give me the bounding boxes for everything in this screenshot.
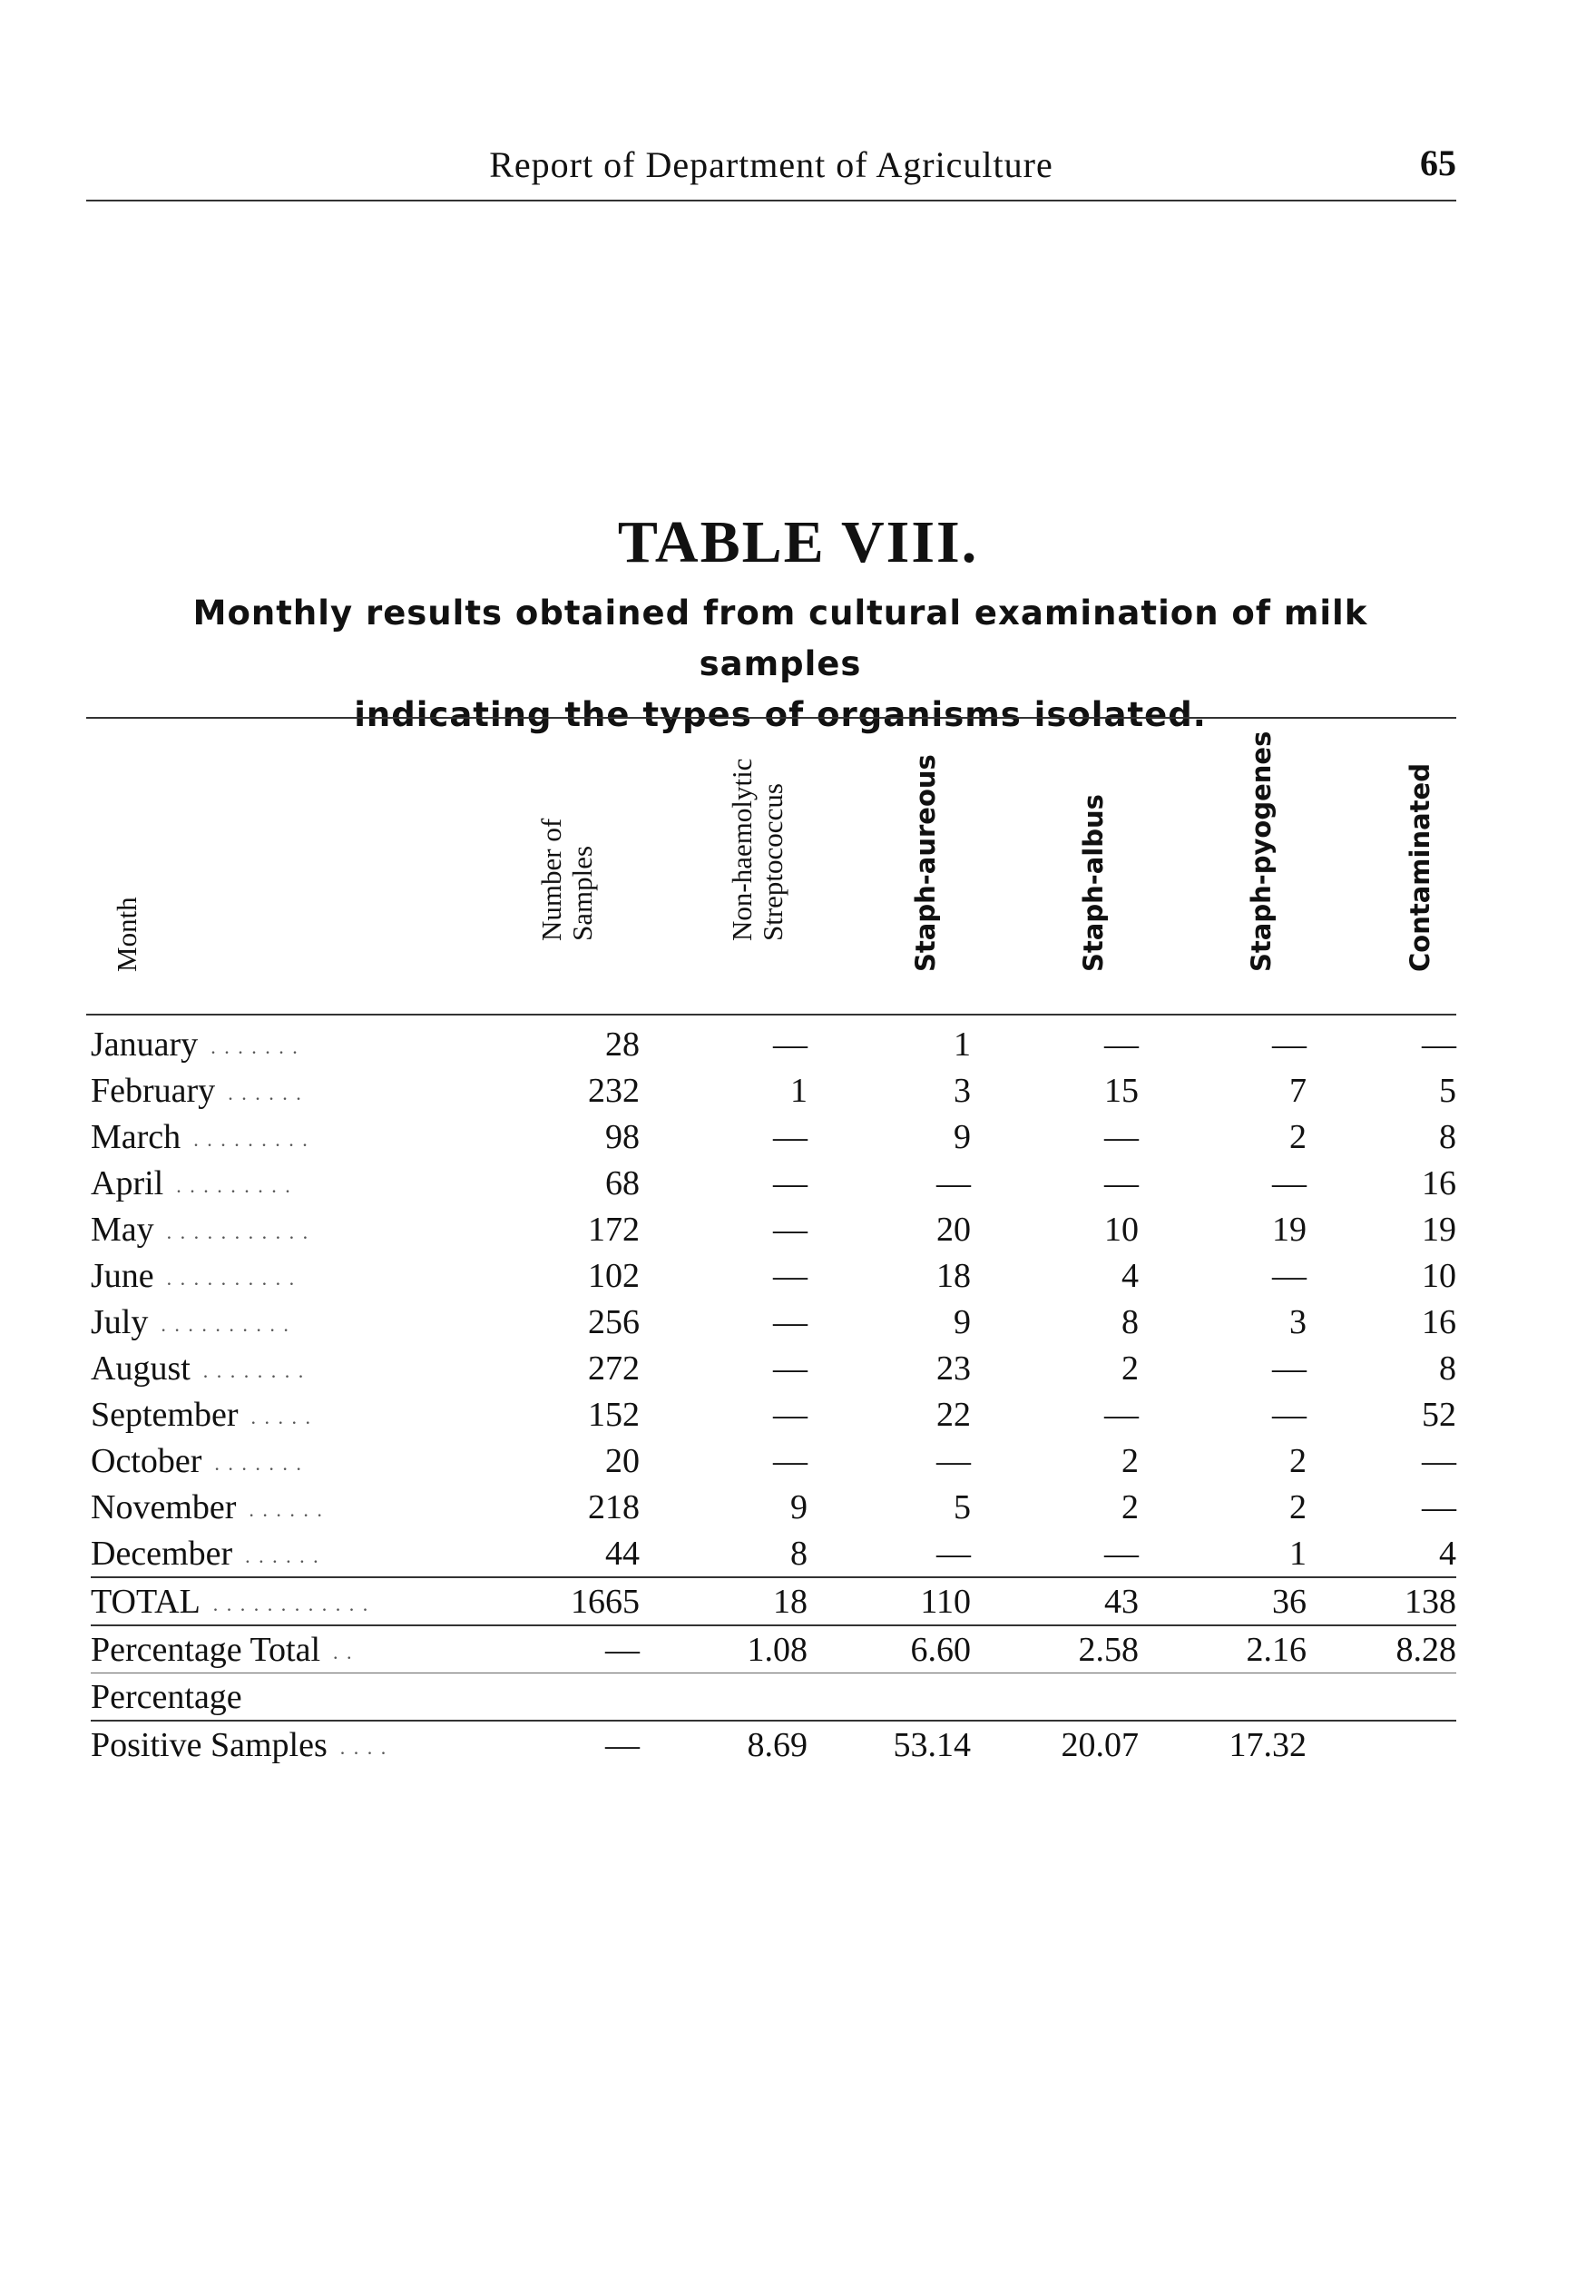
cell-pyogenes: — <box>1272 1256 1307 1295</box>
total-row <box>91 1577 1456 1625</box>
column-header-samples <box>526 740 608 1003</box>
row-label <box>91 1721 463 1768</box>
cell-strep: 1 <box>790 1071 808 1110</box>
cell-strep: — <box>773 1395 808 1434</box>
cell-albus: 2 <box>1121 1349 1139 1388</box>
cell-albus: 2 <box>1121 1441 1139 1480</box>
cell-samples: 1665 <box>463 1577 640 1625</box>
cell-contaminated: 8.28 <box>1307 1625 1456 1673</box>
table-row <box>91 1206 1456 1252</box>
month-label: March <box>91 1117 181 1156</box>
cell-aureous: — <box>936 1534 971 1573</box>
cell-samples: 172 <box>588 1210 640 1249</box>
cell-samples: 256 <box>588 1302 640 1341</box>
cell-strep: — <box>773 1163 808 1202</box>
percentage-positive-label: Positive Samples <box>91 1725 328 1764</box>
cell-strep: 8.69 <box>640 1721 808 1768</box>
leader-dots: . . . . . . . . . . <box>161 1312 290 1336</box>
month-label: September <box>91 1395 239 1434</box>
percentage-positive-row <box>91 1721 1456 1768</box>
table-row <box>91 1345 1456 1391</box>
leader-dots: . . . . . . . . . <box>176 1173 292 1197</box>
cell-contaminated: 16 <box>1422 1163 1456 1202</box>
leader-dots: . . . . . . <box>249 1497 324 1521</box>
row-label: Percentage <box>91 1673 463 1722</box>
cell-pyogenes: 17.32 <box>1139 1721 1307 1768</box>
row-label <box>91 1160 463 1206</box>
cell-strep: — <box>773 1441 808 1480</box>
running-title: Report of Department of Agriculture <box>489 144 1053 185</box>
cell-contaminated: 8 <box>1439 1349 1456 1388</box>
cell-pyogenes: 2.16 <box>1139 1625 1307 1673</box>
cell-pyogenes: 3 <box>1289 1302 1307 1341</box>
leader-dots: . . . . . . <box>228 1081 303 1104</box>
cell-albus: 2 <box>1121 1487 1139 1526</box>
table-row <box>91 1391 1456 1437</box>
row-label <box>91 1484 463 1530</box>
cell-contaminated: 5 <box>1439 1071 1456 1110</box>
cell-strep: — <box>773 1117 808 1156</box>
column-header-albus-label: Staph-albus <box>1078 794 1109 972</box>
cell-aureous: 110 <box>808 1577 971 1625</box>
cell-contaminated: 52 <box>1422 1395 1456 1434</box>
cell-albus: 2.58 <box>971 1625 1139 1673</box>
row-label <box>91 1252 463 1299</box>
row-label <box>91 1021 463 1067</box>
cell-samples: — <box>463 1625 640 1673</box>
cell-aureous: — <box>936 1441 971 1480</box>
leader-dots: . . . . . . . . <box>202 1359 306 1382</box>
leader-dots: . . . . <box>339 1735 388 1759</box>
cell-pyogenes: 2 <box>1289 1487 1307 1526</box>
leader-dots: . . . . . . . <box>214 1451 303 1475</box>
cell-strep: 9 <box>790 1487 808 1526</box>
table-row <box>91 1299 1456 1345</box>
month-label: August <box>91 1349 191 1388</box>
cell-pyogenes: — <box>1272 1025 1307 1064</box>
column-header-pyogenes <box>1225 731 1297 1003</box>
month-label: June <box>91 1256 154 1295</box>
row-label <box>91 1345 463 1391</box>
cell-strep: — <box>773 1256 808 1295</box>
summary-rows <box>91 1577 1456 1768</box>
column-header-month <box>91 740 163 1003</box>
cell-aureous: 9 <box>954 1302 971 1341</box>
month-label: January <box>91 1025 199 1064</box>
month-label: May <box>91 1210 154 1249</box>
cell-aureous: — <box>936 1163 971 1202</box>
row-label <box>91 1067 463 1114</box>
table-row <box>91 1067 1456 1114</box>
leader-dots: . . . . . . . . . . . . <box>212 1592 370 1615</box>
column-header-pyogenes-label: Staph-pyogenes <box>1246 731 1277 972</box>
column-header-albus <box>1057 740 1130 1003</box>
cell-samples: 20 <box>605 1441 640 1480</box>
cell-contaminated: 8 <box>1439 1117 1456 1156</box>
cell-aureous: 18 <box>936 1256 971 1295</box>
month-label: December <box>91 1534 233 1573</box>
cell-samples: 152 <box>588 1395 640 1434</box>
cell-strep: — <box>773 1302 808 1341</box>
cell-samples: 218 <box>588 1487 640 1526</box>
month-label: October <box>91 1441 202 1480</box>
top-rule <box>86 717 1456 719</box>
cell-pyogenes: — <box>1272 1395 1307 1434</box>
cell-samples: 44 <box>605 1534 640 1573</box>
total-label: TOTAL <box>91 1582 201 1621</box>
column-header-strep-label <box>727 759 788 941</box>
header-rule <box>86 1014 1456 1016</box>
caption-line-2: indicating the types of organisms isolated. <box>354 695 1207 734</box>
cell-contaminated: 16 <box>1422 1302 1456 1341</box>
table-row <box>91 1484 1456 1530</box>
cell-samples: 28 <box>605 1025 640 1064</box>
caption-line-1: Monthly results obtained from cultural examination of milk samples <box>192 594 1368 683</box>
cell-strep: — <box>773 1349 808 1388</box>
row-label <box>91 1530 463 1577</box>
cell-albus: — <box>1104 1025 1139 1064</box>
leader-dots: . . . . . . . <box>211 1035 299 1058</box>
row-label <box>91 1206 463 1252</box>
percentage-total-row <box>91 1625 1456 1673</box>
cell-albus: — <box>1104 1117 1139 1156</box>
cell-strep: 18 <box>640 1577 808 1625</box>
table-title: TABLE VIII. <box>617 509 979 575</box>
cell-albus: — <box>1104 1395 1139 1434</box>
cell-contaminated: 10 <box>1422 1256 1456 1295</box>
table-row <box>91 1021 1456 1067</box>
cell-pyogenes: — <box>1272 1163 1307 1202</box>
table-row <box>91 1437 1456 1484</box>
cell-aureous: 9 <box>954 1117 971 1156</box>
cell-contaminated: 138 <box>1307 1577 1456 1625</box>
cell-pyogenes: 2 <box>1289 1117 1307 1156</box>
column-header-strep <box>717 740 798 1003</box>
leader-dots: . . . . . . . . . . . <box>166 1220 310 1243</box>
row-label <box>91 1391 463 1437</box>
cell-samples: 98 <box>605 1117 640 1156</box>
cell-aureous: 53.14 <box>808 1721 971 1768</box>
row-label <box>91 1114 463 1160</box>
cell-contaminated: — <box>1422 1025 1456 1064</box>
cell-samples: 68 <box>605 1163 640 1202</box>
cell-albus: 15 <box>1104 1071 1139 1110</box>
samples-line-1: Number of <box>535 818 567 941</box>
leader-dots: . . . . . . . . . . <box>166 1266 297 1290</box>
column-header-samples-label <box>536 819 598 941</box>
cell-pyogenes: 19 <box>1272 1210 1307 1249</box>
cell-albus: 4 <box>1121 1256 1139 1295</box>
cell-aureous: 3 <box>954 1071 971 1110</box>
page-number: 65 <box>1420 142 1456 183</box>
cell-strep: 1.08 <box>640 1625 808 1673</box>
cell-albus: 10 <box>1104 1210 1139 1249</box>
cell-pyogenes: — <box>1272 1349 1307 1388</box>
cell-aureous: 20 <box>936 1210 971 1249</box>
cell-albus: — <box>1104 1534 1139 1573</box>
leader-dots: . . . . . . . . . <box>193 1127 309 1151</box>
month-label: November <box>91 1487 237 1526</box>
samples-line-2: Samples <box>566 845 598 941</box>
cell-strep: — <box>773 1210 808 1249</box>
percentage-total-label: Percentage Total <box>91 1630 321 1669</box>
cell-samples: 272 <box>588 1349 640 1388</box>
cell-albus: 8 <box>1121 1302 1139 1341</box>
cell-aureous: 6.60 <box>808 1625 971 1673</box>
cell-strep: — <box>773 1025 808 1064</box>
cell-aureous: 5 <box>954 1487 971 1526</box>
row-label <box>91 1299 463 1345</box>
data-table <box>91 1021 1456 1768</box>
cell-samples: — <box>463 1721 640 1768</box>
row-label <box>91 1577 463 1625</box>
cell-contaminated: 19 <box>1422 1210 1456 1249</box>
month-label: February <box>91 1071 216 1110</box>
cell-aureous: 22 <box>936 1395 971 1434</box>
table-row <box>91 1160 1456 1206</box>
cell-contaminated: 4 <box>1439 1534 1456 1573</box>
column-header-aureous-label: Staph-aureous <box>910 754 941 972</box>
table-row <box>91 1530 1456 1577</box>
cell-pyogenes: 2 <box>1289 1441 1307 1480</box>
cell-aureous: 1 <box>954 1025 971 1064</box>
column-header-aureous <box>889 740 962 1003</box>
cell-albus: — <box>1104 1163 1139 1202</box>
cell-albus: 43 <box>971 1577 1139 1625</box>
cell-contaminated: — <box>1422 1487 1456 1526</box>
column-header-contaminated-label: Contaminated <box>1405 763 1435 972</box>
month-label: July <box>91 1302 149 1341</box>
cell-pyogenes: 1 <box>1289 1534 1307 1573</box>
cell-samples: 232 <box>588 1071 640 1110</box>
row-label <box>91 1625 463 1673</box>
cell-albus: 20.07 <box>971 1721 1139 1768</box>
cell-samples: 102 <box>588 1256 640 1295</box>
cell-contaminated <box>1307 1721 1456 1768</box>
leader-dots: . . <box>333 1640 354 1663</box>
cell-pyogenes: 36 <box>1139 1577 1307 1625</box>
cell-contaminated: — <box>1422 1441 1456 1480</box>
table-row <box>91 1114 1456 1160</box>
column-header-month-label: Month <box>111 897 142 972</box>
month-rows <box>91 1021 1456 1577</box>
strep-line-1: Non-haemolytic <box>726 758 758 941</box>
column-header-contaminated <box>1384 740 1456 1003</box>
percentage-positive-label-row <box>91 1673 1456 1722</box>
leader-dots: . . . . . <box>250 1405 313 1428</box>
cell-aureous: 23 <box>936 1349 971 1388</box>
strep-line-2: Streptococcus <box>757 783 788 941</box>
cell-strep: 8 <box>790 1534 808 1573</box>
row-label <box>91 1437 463 1484</box>
table-row <box>91 1252 1456 1299</box>
empty-cells <box>463 1673 1456 1722</box>
running-head <box>86 136 1456 201</box>
leader-dots: . . . . . . <box>245 1544 320 1567</box>
month-label: April <box>91 1163 164 1202</box>
cell-pyogenes: 7 <box>1289 1071 1307 1110</box>
